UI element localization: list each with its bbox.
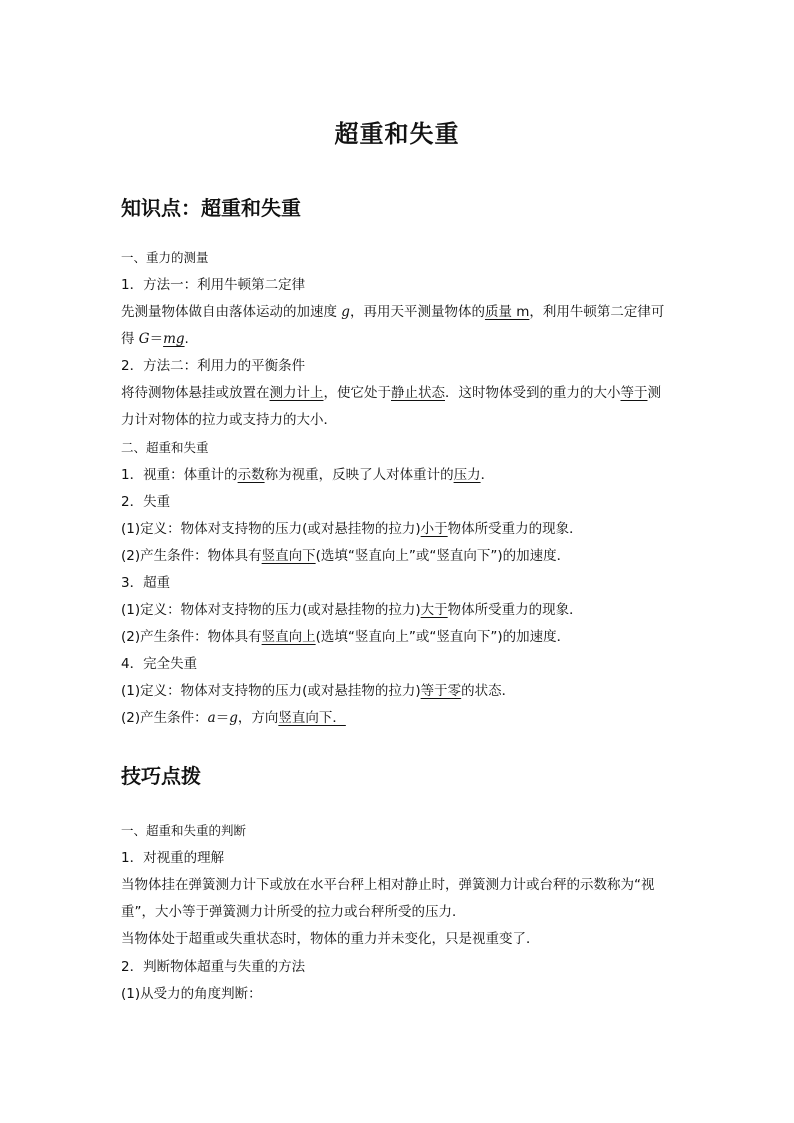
blank-answer-meter: 测力计上 [269,385,324,401]
method2-text-line1: 将待测物体悬挂或放置在测力计上，使它处于静止状态．这时物体受到的重力的大小等于测 [121,385,661,401]
subheading-judgement: 一、超重和失重的判断 [121,823,247,838]
method2-text-line2: 力计对物体的拉力或支持力的大小． [121,412,337,428]
blank-answer-static: 静止状态 [391,385,445,401]
subheading-overweight-weightless: 二、超重和失重 [121,440,209,455]
complete-weightlessness-condition: (2)产生条件：a＝g，方向竖直向下． [121,710,346,726]
blank-answer-pressure: 压力 [453,467,481,483]
weightlessness-condition: (2)产生条件：物体具有竖直向下(选填“竖直向上”或“竖直向下”)的加速度． [121,548,571,564]
method1-title: 1．方法一：利用牛顿第二定律 [121,277,306,293]
subheading-gravity-measurement: 一、重力的测量 [121,250,209,265]
blank-answer-mass: 质量 m [484,304,530,320]
tip1-line3: 当物体处于超重或失重状态时，物体的重力并未变化，只是视重变了． [121,931,540,947]
section-heading-tips: 技巧点拨 [121,764,201,788]
overweight-title: 3．超重 [121,575,171,591]
complete-weightlessness-definition: (1)定义：物体对支持物的压力(或对悬挂物的拉力)等于零的状态． [121,683,516,699]
method1-text-line1: 先测量物体做自由落体运动的加速度 g，再用天平测量物体的质量 m，利用牛顿第二定律可 [121,304,665,320]
overweight-definition: (1)定义：物体对支持物的压力(或对悬挂物的拉力)大于物体所受重力的现象． [121,602,583,618]
blank-answer-vertical-down: 竖直向下． [278,710,346,726]
tip1-line1: 当物体挂在弹簧测力计下或放在水平台秤上相对静止时，弹簧测力计或台秤的示数称为“视 [121,877,655,893]
tip1-line2: 重”，大小等于弹簧测力计所受的拉力或台秤所受的压力． [121,904,466,920]
tip2-line1: (1)从受力的角度判断： [121,986,262,1002]
page-title: 超重和失重 [334,120,460,148]
blank-answer-zero: 等于零 [420,683,462,699]
section-heading-knowledge: 知识点：超重和失重 [121,196,301,220]
blank-answer-down: 竖直向下 [261,548,316,564]
blank-answer-greater: 大于 [420,602,448,618]
blank-answer-equal: 等于 [620,385,648,401]
tip1-title: 1．对视重的理解 [121,850,225,866]
weightlessness-definition: (1)定义：物体对支持物的压力(或对悬挂物的拉力)小于物体所受重力的现象． [121,521,583,537]
overweight-condition: (2)产生条件：物体具有竖直向上(选填“竖直向上”或“竖直向下”)的加速度． [121,629,571,645]
method1-text-line2: 得 G＝mg. [121,331,189,347]
weightlessness-title: 2．失重 [121,494,171,510]
method2-title: 2．方法二：利用力的平衡条件 [121,358,306,374]
blank-answer-up: 竖直向上 [261,629,316,645]
blank-answer-mg: mg [163,331,185,347]
complete-weightlessness-title: 4．完全失重 [121,656,198,672]
tip2-title: 2．判断物体超重与失重的方法 [121,959,306,975]
blank-answer-less: 小于 [420,521,448,537]
apparent-weight-text: 1．视重：体重计的示数称为视重，反映了人对体重计的压力． [121,467,495,483]
blank-answer-reading: 示数 [237,467,265,483]
